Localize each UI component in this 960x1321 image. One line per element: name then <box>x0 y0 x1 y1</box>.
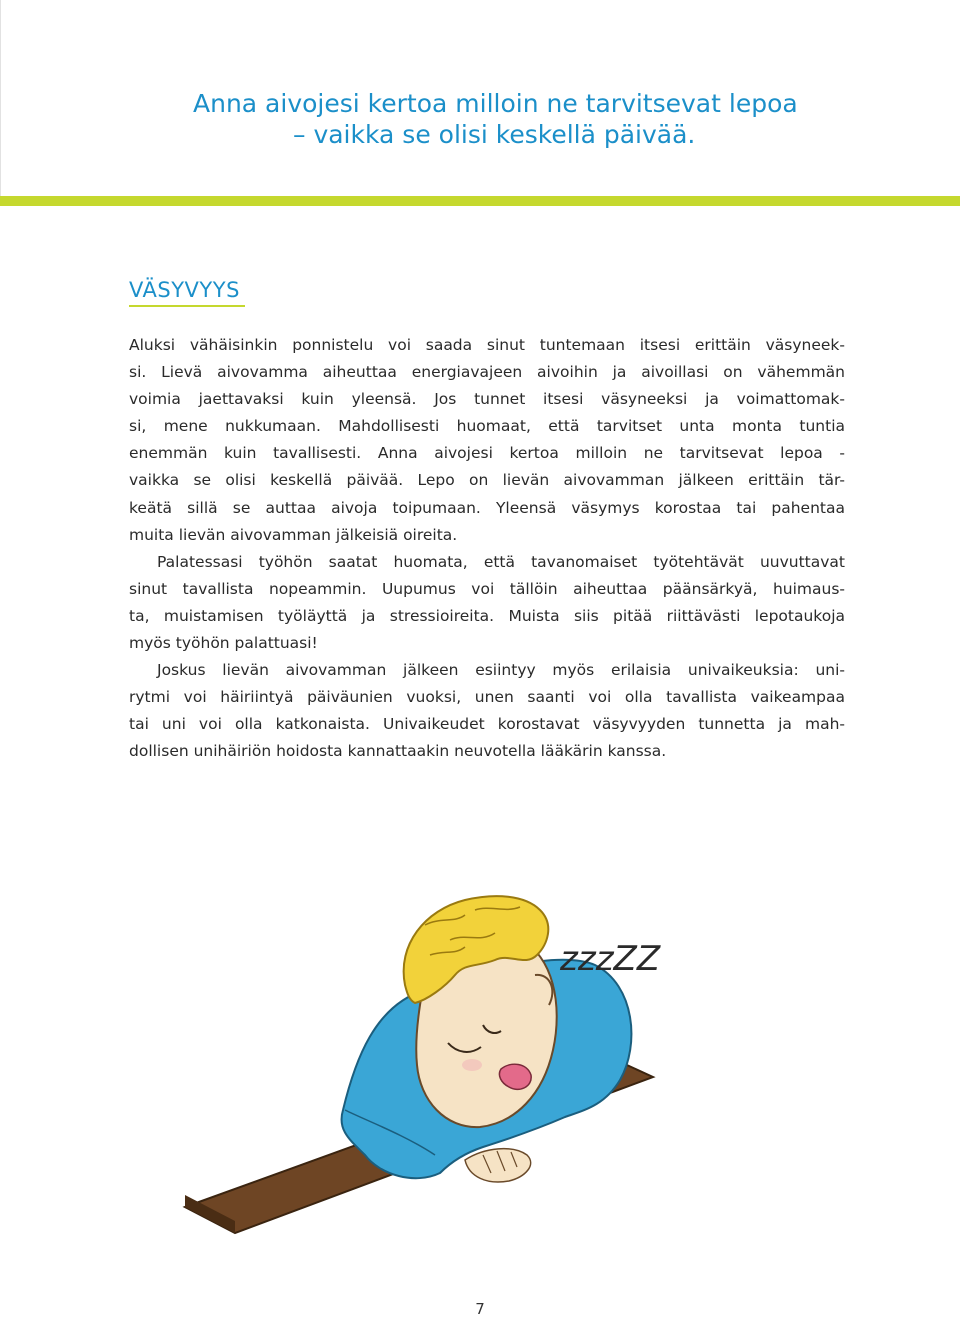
body-line: Joskus lievän aivovamman jälkeen esiintyy myös erilaisia univaikeuksia: uni- <box>157 661 845 680</box>
header-quote-line-2: – vaikka se olisi keskellä päivää. <box>293 120 696 149</box>
header-quote <box>193 88 798 150</box>
body-line: vaikka se olisi keskellä päivää. Lepo on lievän aivovamman jälkeen erittäin tär- <box>129 471 845 490</box>
body-line: dollisen unihäiriön hoidosta kannattaakin neuvotella lääkärin kanssa. <box>129 742 667 761</box>
hands-icon <box>465 1149 531 1182</box>
green-divider-band <box>0 196 960 206</box>
heading-underline <box>129 305 245 307</box>
body-line: si, mene nukkumaan. Mahdollisesti huomaat, että tarvitset unta monta tuntia <box>129 417 845 436</box>
body-line: ta, muistamisen työläyttä ja stressioireita. Muista siis pitää riittävästi lepotaukoja <box>129 606 845 625</box>
body-line: voimia jaettavaksi kuin yleensä. Jos tunnet itsesi väsyneeksi ja voimattomak- <box>129 390 845 409</box>
body-line: sinut tavallista nopeammin. Uupumus voi tällöin aiheuttaa päänsärkyä, huimaus- <box>129 579 845 598</box>
header-quote-line-1: Anna aivojesi kertoa milloin ne tarvitsevat lepoa <box>193 89 798 118</box>
sleeping-person-illustration <box>165 855 795 1235</box>
body-line: Aluksi vähäisinkin ponnistelu voi saada sinut tuntemaan itsesi erittäin väsyneek- <box>129 336 845 354</box>
body-line: tai uni voi olla katkonaista. Univaikeudet korostavat väsyvyyden tunnetta ja mah- <box>129 715 845 734</box>
body-line: muita lievän aivovamman jälkeisiä oireita. <box>129 525 458 544</box>
body-line: myös työhön palattuasi! <box>129 634 318 653</box>
header-area <box>0 0 960 196</box>
section-heading: VÄSYVYYS <box>129 278 240 302</box>
body-line: si. Lievä aivovamma aiheuttaa energiavajeen aivoihin ja aivoillasi on vähemmän <box>129 363 845 382</box>
body-line: enemmän kuin tavallisesti. Anna aivojesi kertoa milloin ne tarvitsevat lepoa - <box>129 444 845 463</box>
page-number: 7 <box>475 1300 485 1318</box>
snore-text: zzzZZ <box>560 939 661 979</box>
body-text <box>129 332 845 766</box>
body-line: rytmi voi häiriintyä päiväunien vuoksi, unen saanti voi olla tavallista vaikeampaa <box>129 688 845 707</box>
body-line: Palatessasi työhön saatat huomata, että tavanomaiset työtehtävät uuvuttavat <box>157 552 845 571</box>
body-line: keätä sillä se auttaa aivoja toipumaan. Yleensä väsymys korostaa tai pahentaa <box>129 498 845 517</box>
